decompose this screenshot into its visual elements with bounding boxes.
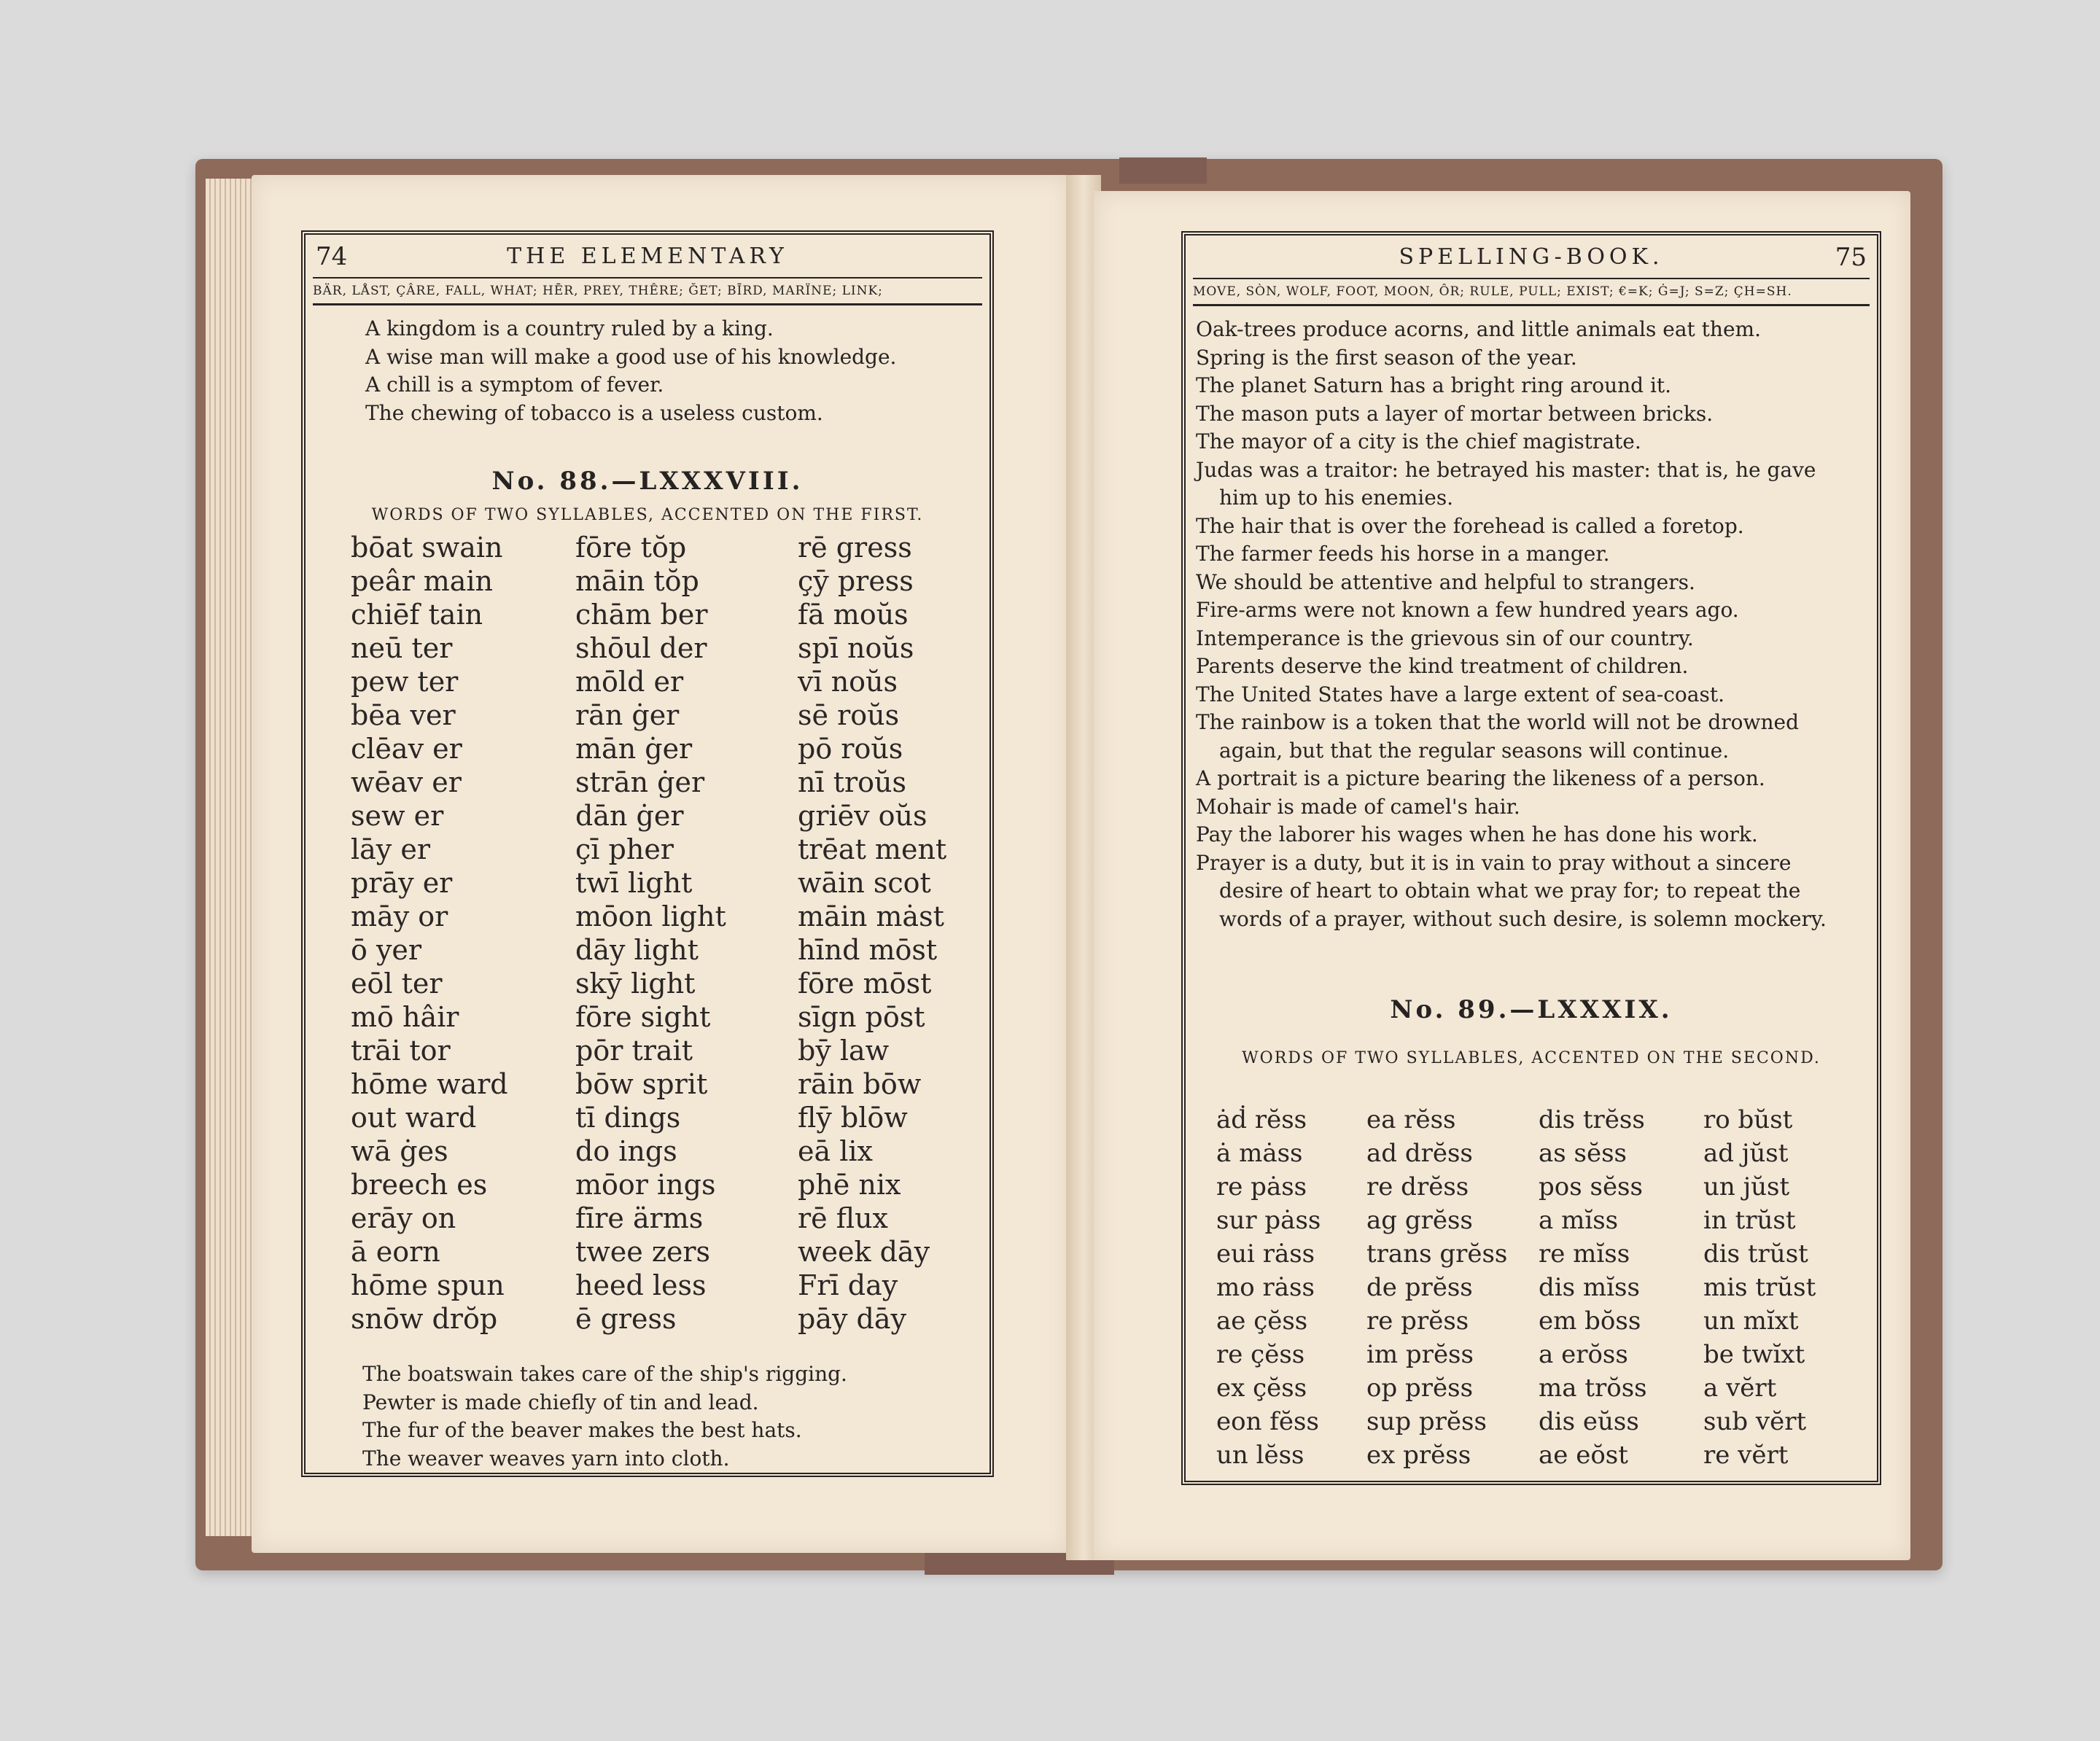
word-entry: māy or xyxy=(351,900,448,932)
word-entry: tī dings xyxy=(575,1102,681,1134)
word-entry: strān ġer xyxy=(575,766,705,798)
word-entry: dāy light xyxy=(575,934,699,966)
sentence: Intemperance is the grievous sin of our country. xyxy=(1196,626,1694,650)
section-subtitle: WORDS OF TWO SYLLABLES, ACCENTED ON THE FIRST. xyxy=(371,506,924,524)
sentence: The weaver weaves yarn into cloth. xyxy=(362,1446,730,1471)
word-entry: a vĕrt xyxy=(1703,1374,1777,1403)
word-entry: prāy er xyxy=(351,867,453,899)
word-entry: māin mȧst xyxy=(798,900,944,932)
pronunciation-key: MOVE, SÒN, WOLF, FOOT, MOON, ÔR; RULE, PULL; EXIST; €=K; Ġ=J; S=Z; ÇH=SH. xyxy=(1193,278,1870,306)
sentence: A chill is a symptom of fever. xyxy=(365,373,664,397)
word-entry: pāy dāy xyxy=(798,1303,906,1335)
word-entry: lāy er xyxy=(351,833,431,865)
right-page-header xyxy=(1196,243,1867,272)
word-entry: trēat ment xyxy=(798,833,947,865)
word-entry: eui rȧss xyxy=(1216,1239,1315,1269)
sentence: Oak-trees produce acorns, and little animals eat them. xyxy=(1196,317,1761,341)
word-column xyxy=(1366,1103,1539,1472)
word-entry: do ings xyxy=(575,1135,677,1167)
pronunciation-key: BÄR, LÅST, ÇÂRE, FALL, WHAT; HĒR, PREY, THÊRE; ĞET; BĪRD, MARÏNE; LINK; xyxy=(313,277,982,305)
word-entry: un mĭxt xyxy=(1703,1306,1799,1336)
word-entry: un lĕss xyxy=(1216,1441,1304,1470)
word-entry: vī noŭs xyxy=(798,666,898,698)
word-entry: breech es xyxy=(351,1169,488,1201)
word-entry: mān ġer xyxy=(575,733,693,765)
word-entry: pew ter xyxy=(351,666,459,698)
word-entry: skȳ light xyxy=(575,967,696,1000)
word-entry: fōre mōst xyxy=(798,967,932,1000)
word-entry: ad drĕss xyxy=(1366,1139,1473,1168)
word-entry: trans grĕss xyxy=(1366,1239,1508,1269)
sentence: Parents deserve the kind treatment of children. xyxy=(1196,654,1689,678)
word-entry: chiēf tain xyxy=(351,599,483,631)
word-entry: re prĕss xyxy=(1366,1306,1469,1336)
sentence: The boatswain takes care of the ship's rigging. xyxy=(362,1362,847,1386)
word-entry: ae çĕss xyxy=(1216,1306,1308,1336)
sentence: A wise man will make a good use of his knowledge. xyxy=(365,344,897,369)
word-entry: eā lix xyxy=(798,1135,873,1167)
word-entry: be twĭxt xyxy=(1703,1340,1805,1369)
word-entry: shōul der xyxy=(575,632,707,664)
word-entry: out ward xyxy=(351,1102,477,1134)
sentence: The hair that is over the forehead is called a foretop. xyxy=(1196,513,1744,538)
word-entry: dān ġer xyxy=(575,800,684,832)
word-entry: hōme ward xyxy=(351,1068,508,1100)
word-entry: sē roŭs xyxy=(798,699,900,731)
word-entry: wā ġes xyxy=(351,1135,448,1167)
word-entry: sīgn pōst xyxy=(798,1001,925,1033)
sentence: The fur of the beaver makes the best hats. xyxy=(362,1418,802,1442)
word-entry: çȳ press xyxy=(798,565,914,597)
word-entry: dis eŭss xyxy=(1539,1407,1639,1436)
word-entry: re pȧss xyxy=(1216,1172,1307,1201)
word-entry: heed less xyxy=(575,1269,707,1301)
sentence: Pay the laborer his wages when he has done his work. xyxy=(1196,822,1758,846)
word-entry: ma trŏss xyxy=(1539,1374,1647,1403)
word-entry: neū ter xyxy=(351,632,453,664)
word-column xyxy=(1703,1103,1849,1472)
sentence: Prayer is a duty, but it is in vain to pray without a sincere xyxy=(1196,850,1792,875)
word-entry: wāin scot xyxy=(798,867,931,899)
word-entry: ō yer xyxy=(351,934,422,966)
word-entry: flȳ blōw xyxy=(798,1102,908,1134)
sentence: The farmer feeds his horse in a manger. xyxy=(1196,542,1610,566)
left-page-frame xyxy=(301,230,994,1477)
word-entry: snōw drŏp xyxy=(351,1303,498,1335)
word-entry: wēav er xyxy=(351,766,462,798)
word-entry: erāy on xyxy=(351,1202,456,1234)
word-entry: bȳ law xyxy=(798,1035,890,1067)
sentence: The United States have a large extent of sea-coast. xyxy=(1196,682,1725,706)
word-entry: week dāy xyxy=(798,1236,930,1268)
word-entry: a mĭss xyxy=(1539,1206,1619,1235)
word-entry: bōat swain xyxy=(351,531,503,564)
word-entry: ā eorn xyxy=(351,1236,440,1268)
sentence: Spring is the first season of the year. xyxy=(1196,345,1577,370)
word-entry: ad jŭst xyxy=(1703,1139,1789,1168)
word-entry: mo rȧss xyxy=(1216,1273,1315,1302)
section-title: No. 88.—LXXXVIII. xyxy=(491,467,804,496)
word-entry: spī noŭs xyxy=(798,632,914,664)
word-entry: mōld er xyxy=(575,666,684,698)
word-entry: un jŭst xyxy=(1703,1172,1790,1201)
word-entry: çī pher xyxy=(575,833,674,865)
word-columns xyxy=(351,531,987,1336)
sentence: A kingdom is a country ruled by a king. xyxy=(365,316,774,340)
word-entry: dis mĭss xyxy=(1539,1273,1640,1302)
word-entry: fā moŭs xyxy=(798,599,909,631)
section-subtitle: WORDS OF TWO SYLLABLES, ACCENTED ON THE SECOND. xyxy=(1242,1049,1821,1067)
sentence: Judas was a traitor: he betrayed his master: that is, he gave xyxy=(1196,457,1816,482)
word-entry: sup prĕss xyxy=(1366,1407,1487,1436)
right-page xyxy=(1094,191,1910,1560)
word-entry: hōme spun xyxy=(351,1269,505,1301)
word-entry: griēv oŭs xyxy=(798,800,928,832)
word-entry: fīre ärms xyxy=(575,1202,704,1234)
word-entry: mō hâir xyxy=(351,1001,459,1033)
sentence: The planet Saturn has a bright ring around it. xyxy=(1196,373,1672,397)
word-entry: peâr main xyxy=(351,565,494,597)
word-entry: rē flux xyxy=(798,1202,888,1234)
sentence: Mohair is made of camel's hair. xyxy=(1196,794,1520,819)
word-entry: bēa ver xyxy=(351,699,456,731)
word-entry: pō roŭs xyxy=(798,733,903,765)
right-page-frame xyxy=(1181,231,1881,1485)
sentences xyxy=(1196,316,1827,933)
word-entry: re drĕss xyxy=(1366,1172,1469,1201)
word-entry: clēav er xyxy=(351,733,462,765)
word-entry: twee zers xyxy=(575,1236,711,1268)
word-entry: mōor ings xyxy=(575,1169,716,1201)
word-entry: fōre tŏp xyxy=(575,531,687,564)
word-entry: sub vĕrt xyxy=(1703,1407,1807,1436)
word-entry: Frī day xyxy=(798,1269,898,1301)
word-entry: fōre sight xyxy=(575,1001,711,1033)
word-entry: sew er xyxy=(351,800,444,832)
word-entry: ex prĕss xyxy=(1366,1441,1471,1470)
word-entry: ȧ mȧss xyxy=(1216,1139,1303,1168)
word-entry: ea rĕss xyxy=(1366,1105,1456,1134)
word-column xyxy=(351,531,575,1336)
sentence: Fire-arms were not known a few hundred years ago. xyxy=(1196,598,1739,622)
word-entry: māin tŏp xyxy=(575,565,699,597)
word-entry: pos sĕss xyxy=(1539,1172,1643,1201)
word-entry: phē nix xyxy=(798,1169,901,1201)
word-entry: mōon light xyxy=(575,900,726,932)
word-entry: ȧḋ rĕss xyxy=(1216,1105,1307,1134)
word-entry: im prĕss xyxy=(1366,1340,1474,1369)
intro-sentences xyxy=(365,315,896,427)
page-edges xyxy=(206,179,257,1536)
word-entry: eon fĕss xyxy=(1216,1407,1319,1436)
page-number: 75 xyxy=(1835,243,1867,272)
word-entry: em bŏss xyxy=(1539,1306,1641,1336)
sentence: A portrait is a picture bearing the likeness of a person. xyxy=(1196,766,1765,790)
left-page xyxy=(252,175,1070,1553)
closing-sentences xyxy=(362,1360,847,1473)
word-entry: dis trĕss xyxy=(1539,1105,1645,1134)
page-number: 74 xyxy=(316,242,348,271)
section-title: No. 89.—LXXXIX. xyxy=(1390,995,1673,1024)
sentence: Pewter is made chiefly of tin and lead. xyxy=(362,1390,759,1414)
word-entry: in trŭst xyxy=(1703,1206,1796,1235)
word-entry: rān ġer xyxy=(575,699,680,731)
word-entry: mis trŭst xyxy=(1703,1273,1816,1302)
word-column xyxy=(1539,1103,1703,1472)
word-entry: as sĕss xyxy=(1539,1139,1627,1168)
word-column xyxy=(1216,1103,1366,1472)
word-entry: op prĕss xyxy=(1366,1374,1474,1403)
word-column xyxy=(798,531,987,1336)
sentence: The rainbow is a token that the world will not be drowned xyxy=(1196,710,1799,734)
word-entry: ro bŭst xyxy=(1703,1105,1793,1134)
sentence: desire of heart to obtain what we pray for; to repeat the xyxy=(1219,879,1801,903)
word-entry: re mĭss xyxy=(1539,1239,1630,1269)
word-entry: de prĕss xyxy=(1366,1273,1473,1302)
word-columns xyxy=(1216,1103,1849,1472)
word-entry: a erŏss xyxy=(1539,1340,1628,1369)
word-entry: nī troŭs xyxy=(798,766,906,798)
word-entry: hīnd mōst xyxy=(798,934,938,966)
word-entry: pōr trait xyxy=(575,1035,693,1067)
word-entry: bōw sprit xyxy=(575,1068,708,1100)
sentence: The chewing of tobacco is a useless custom. xyxy=(365,400,823,425)
word-entry: chām ber xyxy=(575,599,708,631)
running-title: SPELLING-BOOK. xyxy=(1399,244,1664,270)
sentence: him up to his enemies. xyxy=(1219,486,1454,510)
sentence: We should be attentive and helpful to strangers. xyxy=(1196,569,1695,594)
sentence: words of a prayer, without such desire, is solemn mockery. xyxy=(1219,906,1827,931)
word-entry: rē gress xyxy=(798,531,912,564)
running-title: THE ELEMENTARY xyxy=(507,244,788,269)
word-entry: rāin bōw xyxy=(798,1068,922,1100)
sentence: again, but that the regular seasons will continue. xyxy=(1219,738,1730,763)
word-entry: twī light xyxy=(575,867,693,899)
sentence: The mason puts a layer of mortar between bricks. xyxy=(1196,401,1714,426)
word-entry: ē gress xyxy=(575,1303,677,1335)
word-entry: ag grĕss xyxy=(1366,1206,1473,1235)
word-entry: re vĕrt xyxy=(1703,1441,1789,1470)
word-entry: ae eŏst xyxy=(1539,1441,1628,1470)
word-entry: re çĕss xyxy=(1216,1340,1305,1369)
word-entry: trāi tor xyxy=(351,1035,451,1067)
sentence: The mayor of a city is the chief magistrate. xyxy=(1196,429,1641,453)
word-column xyxy=(575,531,798,1336)
cloth-spine-tab-top xyxy=(1119,157,1207,184)
word-entry: eōl ter xyxy=(351,967,443,1000)
word-entry: ex çĕss xyxy=(1216,1374,1307,1403)
left-page-header xyxy=(316,242,979,271)
word-entry: sur pȧss xyxy=(1216,1206,1321,1235)
word-entry: dis trŭst xyxy=(1703,1239,1808,1269)
